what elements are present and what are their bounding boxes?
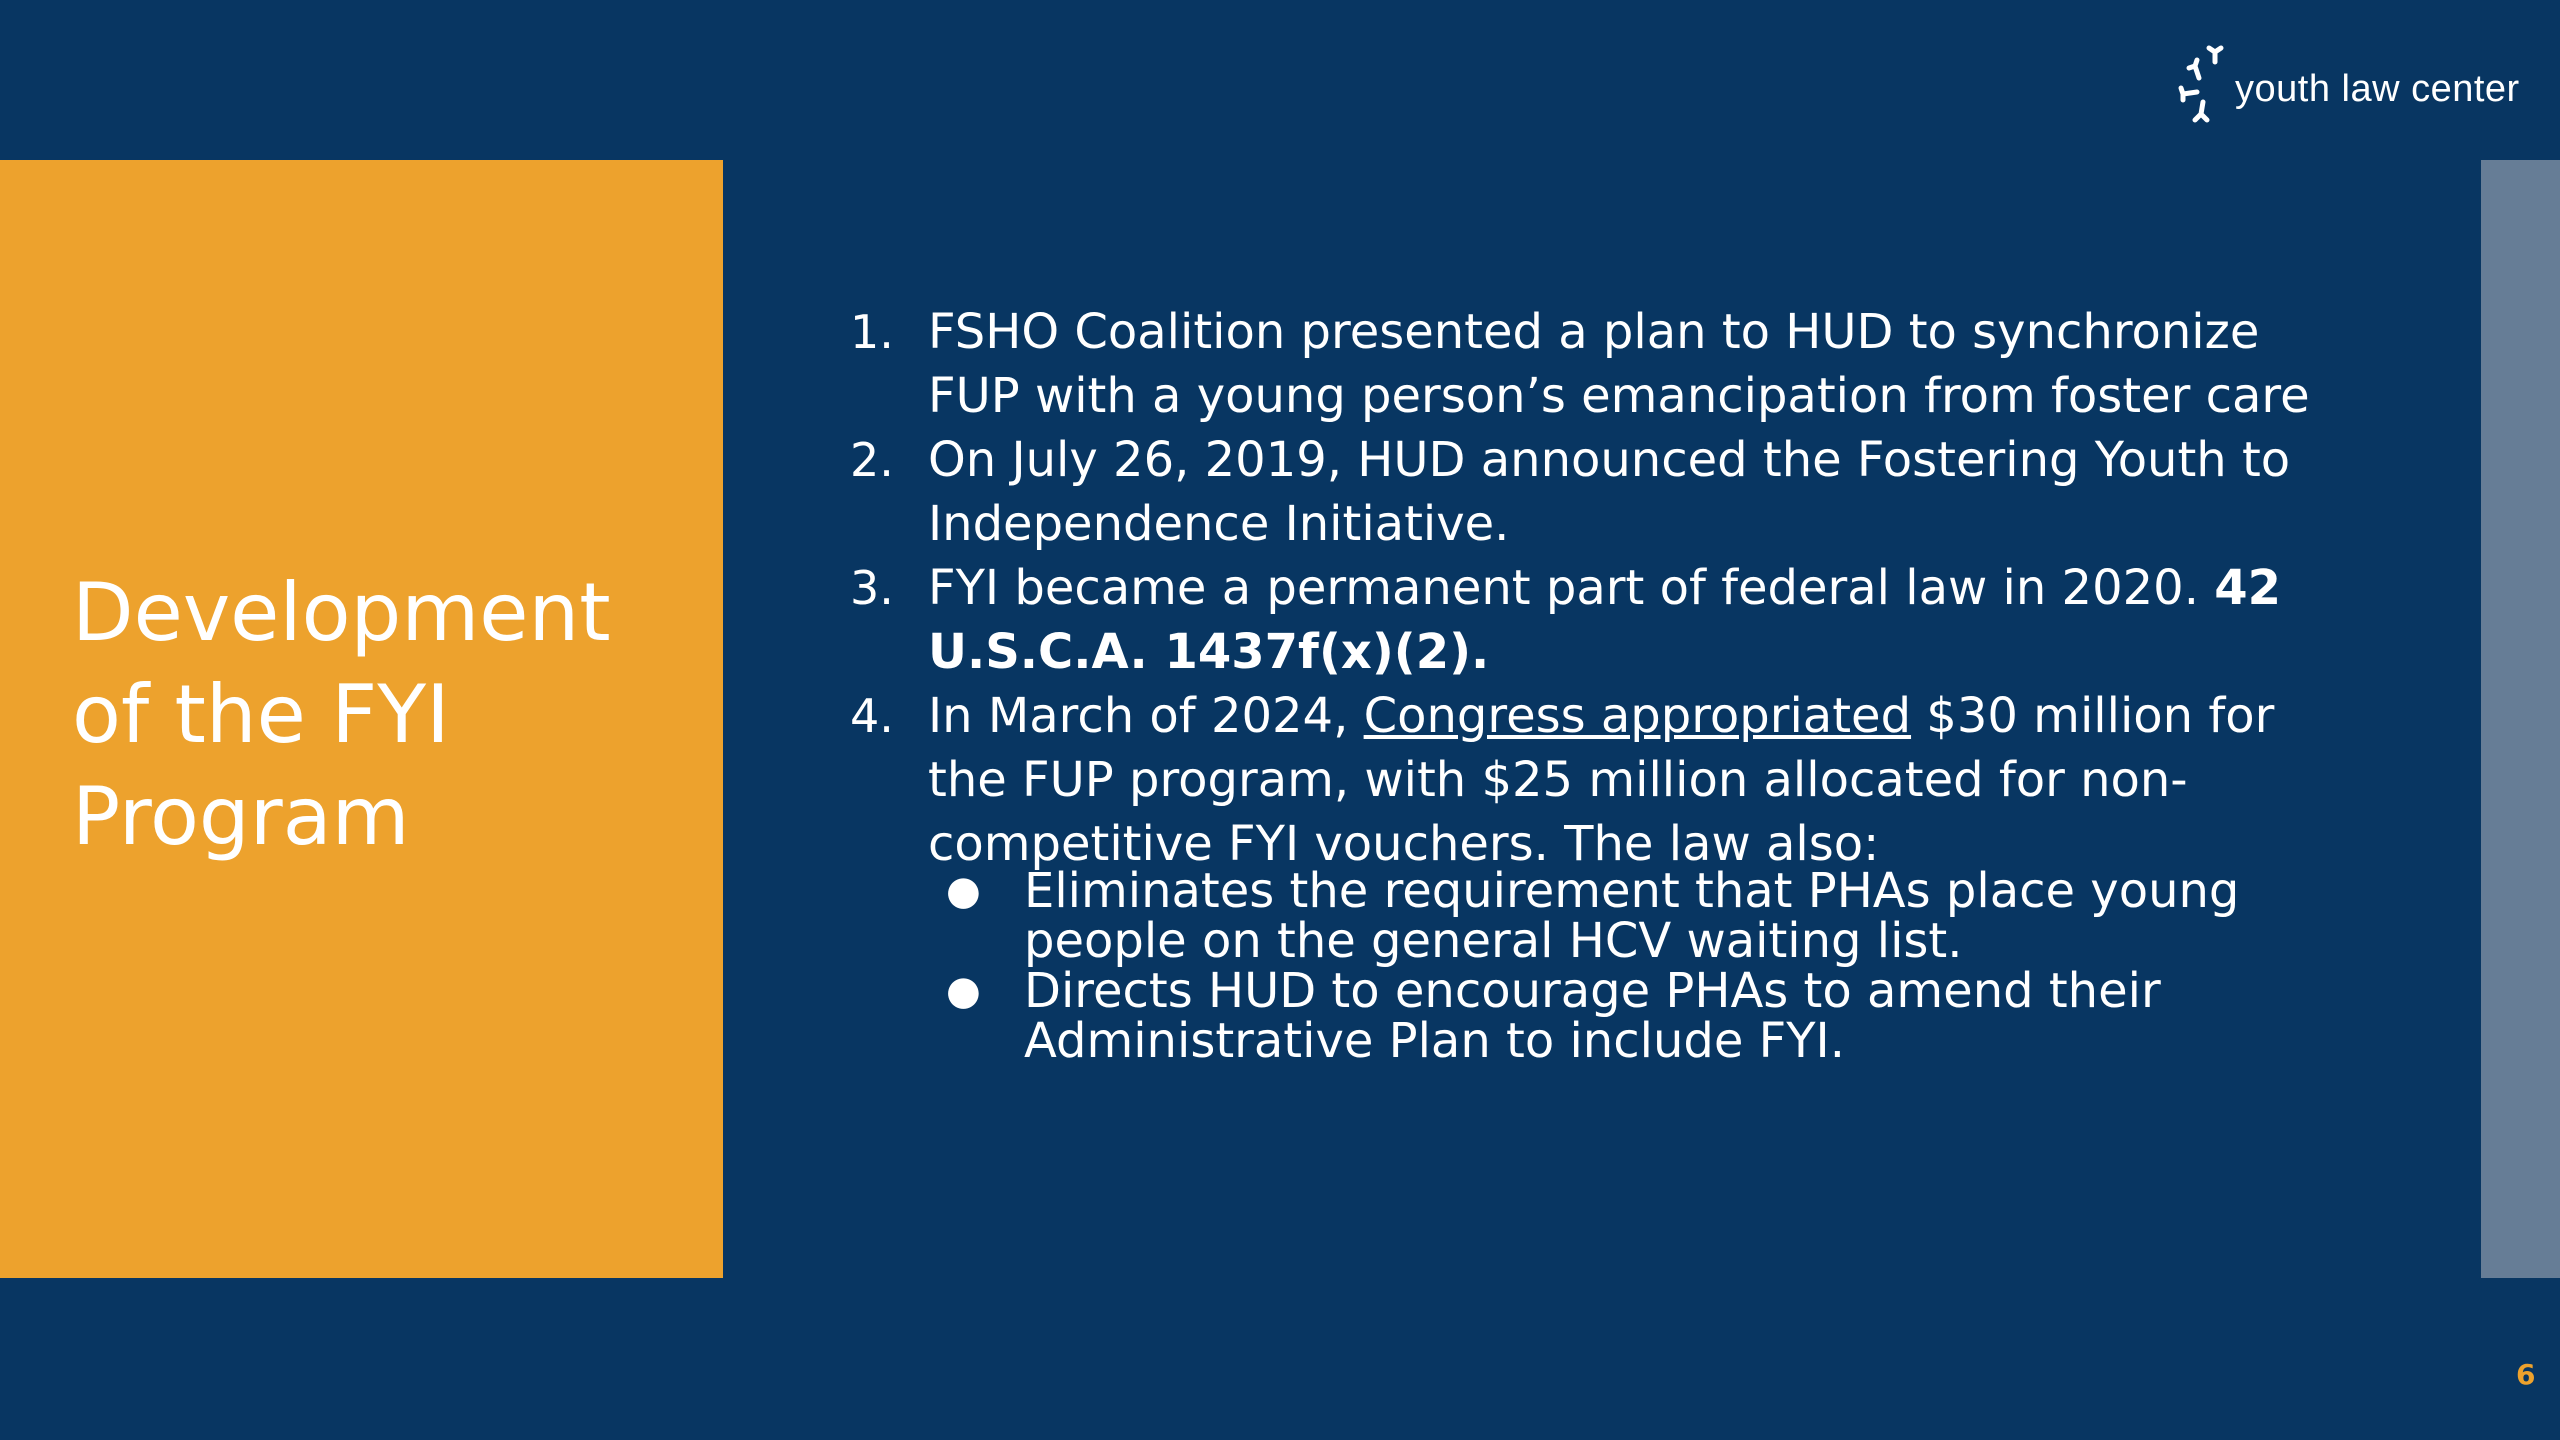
list-item [840,684,2340,1069]
content-area [840,300,2340,1069]
page-number: 6 [2516,1358,2536,1391]
list-marker: 4. [850,689,894,743]
list-marker: 1. [850,305,894,359]
list-item-text: FYI became a permanent part of federal law in 2020. [928,560,2215,616]
congress-appropriated-link[interactable]: Congress appropriated [1363,688,1912,744]
legal-citation: 42 U.S.C.A. 1437f(x)(2). [928,560,2282,680]
bullet-icon: ● [946,868,981,914]
bullet-item [928,863,2340,969]
bullet-item-text: Directs HUD to encourage PHAs to amend their Administrative Plan to include FYI. [1024,963,2161,1069]
logo-text: youth law center [2235,67,2520,110]
list-item [840,556,2340,684]
list-item [840,428,2340,556]
slide-title: Development of the FYI Program [72,566,611,863]
list-marker: 3. [850,561,894,615]
bullet-item-text: Eliminates the requirement that PHAs place young people on the general HCV waiting list. [1024,863,2240,969]
list-item-text: On July 26, 2019, HUD announced the Fostering Youth to Independence Initiative. [928,432,2291,552]
side-strip [2481,160,2560,1278]
list-item-text: FSHO Coalition presented a plan to HUD to synchronize FUP with a young person’s emancipation from foster care [928,304,2310,424]
list-item [840,300,2340,428]
bullet-list [928,863,2340,1069]
list-item-text: In March of 2024, [928,688,1364,744]
list-marker: 2. [850,433,894,487]
logo [2175,44,2520,134]
bullet-item [928,963,2340,1069]
numbered-list [840,300,2340,1069]
list-item-text: $30 million for the FUP program, with $25 million allocated for non-competitive FYI vouchers. The law also: [928,688,2275,872]
youth-law-center-logo-icon [2175,44,2231,134]
bullet-icon: ● [946,968,981,1014]
